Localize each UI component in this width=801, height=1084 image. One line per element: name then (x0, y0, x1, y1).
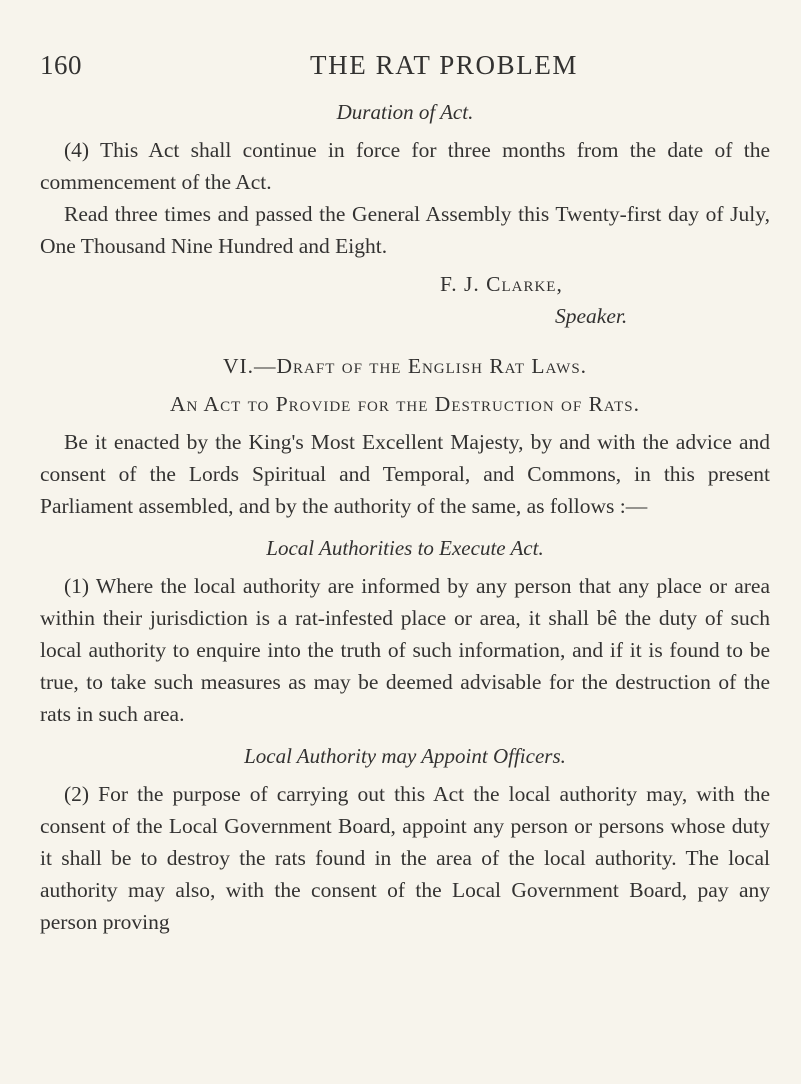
signature-block (40, 268, 770, 332)
clause-1-heading: Local Authorities to Execute Act. (266, 536, 544, 560)
enacting-clause: Be it enacted by the King's Most Excellent Majesty, by and with the advice and consent of the Lords Spiritual and Temporal, and Commons, in this present Parliament assembled, and by the authority of the same, as follows :— (40, 430, 770, 518)
clause-1-text: (1) Where the local authority are informed by any person that any place or area within their jurisdiction is a rat-infested place or area, it shall bê the duty of such local authority to enquire into the truth of such information, and if it is found to be true, to take such measures as may be deemed advisable for the destruction of the rats in such area. (40, 574, 770, 726)
page-header (40, 50, 770, 90)
duration-clause: (4) This Act shall continue in force for three months from the date of the commencement of the Act. (40, 138, 770, 194)
section-title: VI.—Draft of the English Rat Laws. (222, 354, 588, 378)
page-body (40, 96, 770, 938)
speaker-name: F. J. Clarke, (440, 272, 563, 296)
page-number: 160 (40, 50, 82, 80)
running-head: THE RAT PROBLEM (310, 50, 579, 80)
act-title: An Act to Provide for the Destruction of Rats. (170, 392, 640, 416)
speaker-title: Speaker. (555, 304, 628, 328)
clause-2-heading: Local Authority may Appoint Officers. (244, 744, 566, 768)
duration-heading: Duration of Act. (336, 100, 474, 124)
clause-2-text: (2) For the purpose of carrying out this Act the local authority may, with the consent of the Local Government Board, appoint any person or persons whose duty it shall be to destroy the rats found in the area of the local authority. The local authority may also, with the consent of the Local Government Board, pay any person proving (40, 782, 770, 934)
read-passed-paragraph: Read three times and passed the General Assembly this Twenty-first day of July, One Thousand Nine Hundred and Eight. (40, 202, 770, 258)
